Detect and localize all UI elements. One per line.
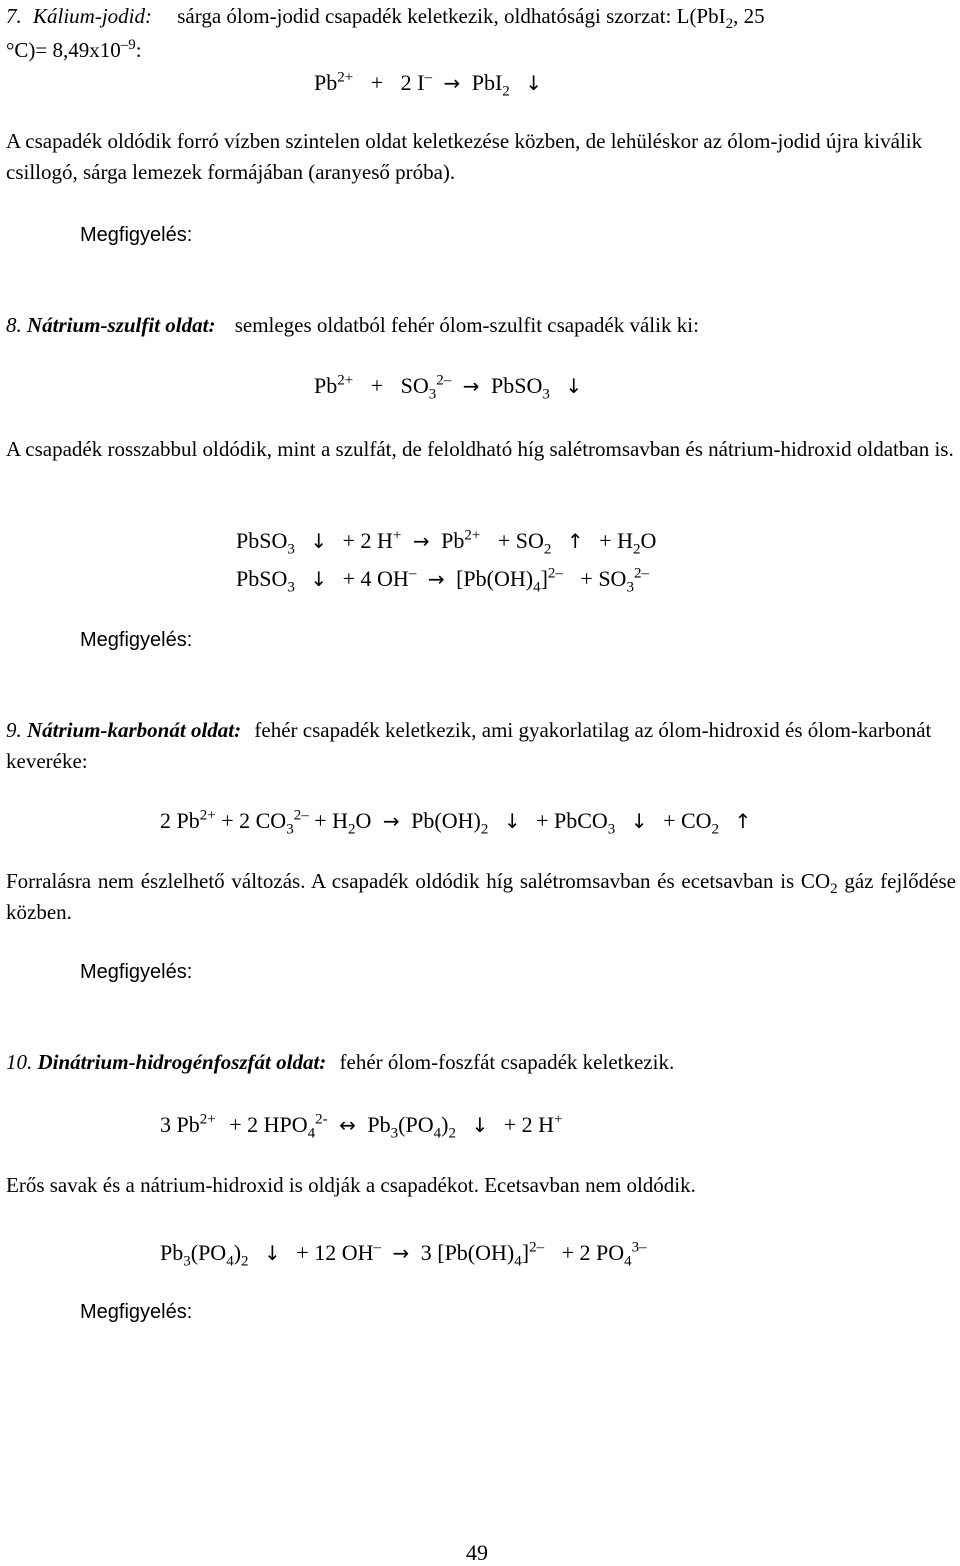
section-8-heading — [6, 315, 699, 336]
subscript: 2 — [241, 1253, 249, 1270]
section-title: Nátrium-szulfit oldat: — [27, 313, 216, 337]
product-part: (PO — [398, 1112, 434, 1137]
reactant-part: (PO — [190, 1240, 227, 1265]
water-o: O — [355, 808, 372, 833]
charge: – — [424, 69, 432, 86]
reaction-arrow-icon: → — [443, 71, 461, 95]
reaction-arrow-icon: → — [427, 567, 445, 591]
section-intro: fehér csapadék keletkezik, ami gyakorlatilag az ólom-hidroxid és ólom-karbonát keveréke: — [6, 718, 932, 773]
water-o: O — [640, 528, 657, 553]
solubility-product-line — [6, 37, 142, 62]
ion: + 2 HPO — [229, 1112, 308, 1137]
subscript: 2 — [632, 541, 641, 558]
observation-label: Megfigyelés: — [80, 224, 193, 246]
subscript: 4 — [307, 1125, 316, 1142]
charge: 2– — [436, 372, 452, 389]
complex-ion: [Pb(OH) — [456, 566, 534, 591]
reactant-part: ) — [233, 1240, 242, 1265]
reaction-arrow-icon: → — [382, 809, 400, 833]
charge: + — [392, 527, 402, 544]
equation-9 — [160, 807, 761, 838]
subscript: 3 — [287, 541, 295, 558]
section-9-paragraph — [6, 715, 956, 777]
product: PbSO — [491, 373, 543, 398]
equation-8 — [314, 372, 592, 403]
charge: 2– — [633, 565, 649, 582]
water: + H — [314, 808, 348, 833]
section-intro-rest: , 25 — [733, 4, 765, 28]
product: Pb — [367, 1112, 391, 1137]
ion: + 2 PO — [561, 1240, 625, 1265]
ion: + 12 OH — [296, 1240, 374, 1265]
charge: 2+ — [464, 527, 481, 544]
charge: 2+ — [337, 372, 354, 389]
precipitate-arrow-icon: ↓ — [565, 374, 583, 398]
precipitate-arrow-icon: ↓ — [310, 529, 328, 553]
section-7-heading — [6, 4, 765, 33]
section-7-text: A csapadék oldódik forró vízben szintelen oldat keletkezése közben, de lehüléskor az ólom-jodid újra kiválik csillogó, sárga lemezek formájában (aranyeső próba). — [6, 129, 923, 184]
product-part: ) — [441, 1112, 449, 1137]
reaction-arrow-icon: → — [392, 1241, 410, 1265]
solubility-value: °C)= 8,49x10 — [6, 38, 121, 62]
reaction-arrow-icon: → — [462, 374, 480, 398]
ion: 2 I — [400, 70, 425, 95]
charge: 2+ — [199, 1111, 216, 1128]
ion: Pb — [314, 70, 338, 95]
product: PbI — [471, 70, 503, 95]
gas: + SO — [497, 528, 544, 553]
complex-ion: 3 [Pb(OH) — [420, 1240, 515, 1265]
text: Forralásra nem észlelhető változás. A csapadék oldódik híg salétromsavban és ecetsavban is CO — [6, 869, 831, 893]
precipitate-arrow-icon: ↓ — [471, 1113, 489, 1137]
equation-7 — [314, 69, 552, 100]
charge: 2+ — [199, 807, 216, 824]
charge: 2– — [529, 1239, 545, 1256]
subscript: 3 — [286, 821, 294, 838]
charge: 2– — [293, 807, 309, 824]
section-intro: sárga ólom-jodid csapadék keletkezik, oldhatósági szorzat: L(PbI — [177, 4, 726, 28]
section-number: 8. — [6, 313, 22, 337]
ion: 3 Pb — [160, 1112, 200, 1137]
section-title: Nátrium-karbonát oldat: — [27, 718, 242, 742]
gas-arrow-icon: ↑ — [734, 809, 752, 833]
text: gáz fejlődése közben. — [6, 869, 956, 924]
reactant: PbSO — [236, 566, 288, 591]
subscript: 4 — [624, 1253, 632, 1270]
ion: + 4 OH — [342, 566, 409, 591]
equation-10b — [160, 1239, 647, 1270]
ion: 2 Pb — [160, 808, 200, 833]
observation-label: Megfigyelés: — [80, 961, 193, 983]
subscript: 2 — [543, 541, 552, 558]
subscript: 3 — [287, 579, 295, 596]
reactant: Pb — [160, 1240, 184, 1265]
subscript: 3 — [428, 386, 437, 403]
subscript: 4 — [533, 579, 541, 596]
section-number: 9. — [6, 718, 22, 742]
charge: + — [554, 1111, 563, 1128]
exponent: –9 — [120, 37, 136, 53]
equilibrium-arrow-icon: ↔ — [339, 1113, 356, 1137]
section-number: 10. — [6, 1050, 33, 1074]
subscript: 3 — [390, 1125, 399, 1142]
ion: Pb — [314, 373, 338, 398]
ion: + 2 H — [342, 528, 393, 553]
subscript: 2 — [448, 1125, 456, 1142]
subscript: 2 — [830, 881, 838, 898]
subscript: 2 — [725, 16, 734, 33]
precipitate-arrow-icon: ↓ — [310, 567, 328, 591]
section-intro: semleges oldatból fehér ólom-szulfit csapadék válik ki: — [234, 313, 699, 337]
section-10-text: Erős savak és a nátrium-hidroxid is oldják a csapadékot. Ecetsavban nem oldódik. — [6, 1173, 696, 1197]
precipitate-arrow-icon: ↓ — [264, 1241, 281, 1265]
section-10-heading — [6, 1052, 674, 1073]
bracket: ] — [521, 1240, 530, 1265]
charge: 2- — [315, 1111, 328, 1128]
precipitate-arrow-icon: ↓ — [503, 809, 521, 833]
observation-label: Megfigyelés: — [80, 629, 193, 651]
subscript: 3 — [183, 1253, 191, 1270]
section-8-text: A csapadék rosszabbul oldódik, mint a szulfát, de feloldható híg salétromsavban és nátrium-hidroxid oldatban is. — [6, 437, 954, 461]
reactant: PbSO — [236, 528, 288, 553]
water: + H — [599, 528, 633, 553]
section-intro: fehér ólom-foszfát csapadék keletkezik. — [339, 1050, 675, 1074]
ion: Pb — [441, 528, 465, 553]
plus-sign: + — [370, 70, 384, 95]
ion: + 2 CO — [221, 808, 287, 833]
charge: – — [408, 565, 417, 582]
subscript: 3 — [626, 579, 634, 596]
charge: 3– — [631, 1239, 647, 1256]
subscript: 4 — [433, 1125, 442, 1142]
precipitate-arrow-icon: ↓ — [630, 809, 648, 833]
reaction-arrow-icon: → — [412, 529, 430, 553]
section-title: Kálium-jodid: — [33, 4, 152, 28]
section-number: 7. — [6, 4, 22, 28]
product: Pb(OH) — [411, 808, 481, 833]
ion: SO — [400, 373, 429, 398]
subscript: 2 — [502, 83, 510, 100]
subscript: 3 — [607, 821, 616, 838]
equation-10 — [160, 1111, 563, 1142]
charge: – — [373, 1239, 381, 1256]
bracket: ] — [540, 566, 548, 591]
subscript: 4 — [514, 1253, 522, 1270]
precipitate-arrow-icon: ↓ — [525, 71, 543, 95]
observation-label: Megfigyelés: — [80, 1301, 193, 1323]
charge: 2– — [547, 565, 563, 582]
section-9-text — [6, 866, 956, 928]
equation-8b — [236, 527, 657, 558]
subscript: 2 — [480, 821, 489, 838]
product: + PbCO — [536, 808, 608, 833]
subscript: 4 — [226, 1253, 234, 1270]
ion: + 2 H — [503, 1112, 554, 1137]
gas: + CO — [663, 808, 712, 833]
subscript: 2 — [347, 821, 356, 838]
subscript: 3 — [542, 386, 550, 403]
charge: 2+ — [337, 69, 354, 86]
page-number: 49 — [466, 1540, 488, 1565]
equation-8c — [236, 565, 649, 596]
ion: + SO — [580, 566, 627, 591]
subscript: 2 — [711, 821, 720, 838]
section-title: Dinátrium-hidrogénfoszfát oldat: — [37, 1050, 327, 1074]
gas-arrow-icon: ↑ — [566, 529, 584, 553]
plus-sign: + — [370, 373, 384, 398]
colon: : — [135, 38, 142, 62]
